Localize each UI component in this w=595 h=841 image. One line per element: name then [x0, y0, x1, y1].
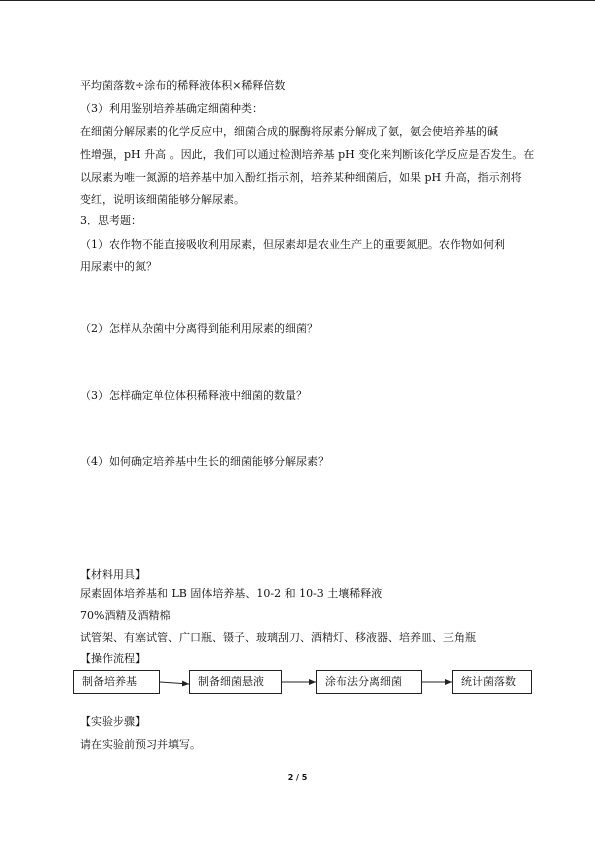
steps-text: 请在实验前预习并填写。 — [80, 738, 201, 751]
questions-heading: 3．思考题： — [80, 214, 142, 227]
question-1-line: （1）农作物不能直接吸收利用尿素，但尿素却是农业生产上的重要氮肥。农作物如何利 — [80, 238, 505, 251]
paragraph-line: 在细菌分解尿素的化学反应中，细菌合成的脲酶将尿素分解成了氨，氨会使培养基的碱 — [80, 125, 498, 138]
flow-step-1: 制备培养基 — [73, 670, 160, 694]
materials-line: 70%酒精及酒精棉 — [80, 609, 171, 622]
header-rule — [0, 0, 595, 1]
flow-arrow-1 — [160, 682, 189, 684]
question-1-line: 用尿素中的氮？ — [80, 260, 157, 273]
procedure-heading: 【操作流程】 — [80, 652, 146, 665]
question-3: （3）怎样确定单位体积稀释液中细菌的数量？ — [80, 389, 307, 402]
paragraph-line: 性增强，pH 升高 。因此，我们可以通过检测培养基 pH 变化来判断该化学反应是否发生。在 — [80, 148, 535, 161]
materials-heading: 【材料用具】 — [80, 568, 146, 581]
section3-heading: （3）利用鉴别培养基确定细菌种类： — [80, 102, 263, 115]
formula-text: 平均菌落数÷涂布的稀释液体积×稀释倍数 — [80, 79, 286, 92]
materials-line: 尿素固体培养基和 LB 固体培养基、10-2 和 10-3 土壤稀释液 — [80, 587, 383, 600]
materials-line: 试管架、有塞试管、广口瓶、镊子、玻璃刮刀、酒精灯、移液器、培养皿、三角瓶 — [80, 631, 476, 644]
steps-heading: 【实验步骤】 — [80, 715, 146, 728]
paragraph-line: 变红，说明该细菌能够分解尿素。 — [80, 193, 245, 206]
page-number: 2 / 5 — [287, 773, 308, 782]
paragraph-line: 以尿素为唯一氮源的培养基中加入酚红指示剂，培养某种细菌后，如果 pH 升高，指示剂将 — [80, 171, 522, 184]
flow-step-4: 统计菌落数 — [452, 670, 532, 694]
flow-step-3: 涂布法分离细菌 — [316, 670, 422, 694]
question-4: （4）如何确定培养基中生长的细菌能够分解尿素？ — [80, 455, 329, 468]
question-2: （2）怎样从杂菌中分离得到能利用尿素的细菌？ — [80, 322, 318, 335]
flow-step-2: 制备细菌悬液 — [189, 670, 282, 694]
